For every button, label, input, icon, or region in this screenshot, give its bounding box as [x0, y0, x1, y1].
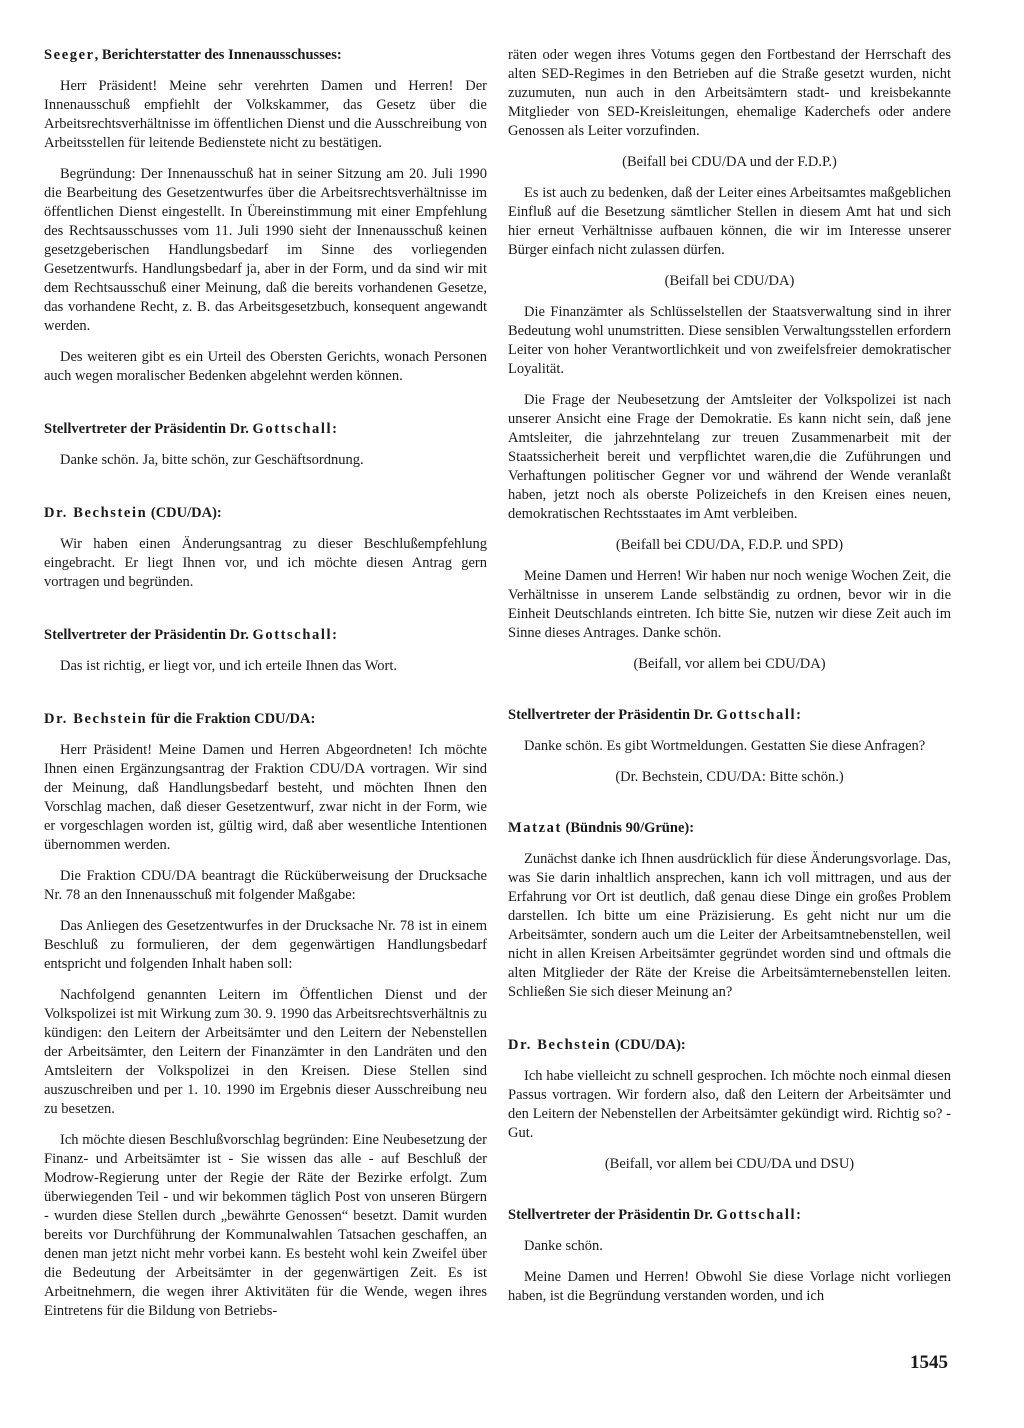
speaker-role: (Bündnis 90/Grüne):	[561, 820, 695, 836]
paragraph: Wir haben einen Änderungsantrag zu dieser Beschlußempfehlung eingebracht. Er liegt Ihnen vor, und ich möchte diesen Antrag gern vortragen und begründen.	[44, 536, 487, 590]
speaker-suffix: :	[796, 1207, 801, 1223]
applause-note: (Beifall bei CDU/DA)	[664, 273, 795, 289]
speaker-role: Stellvertreter der Präsidentin Dr.	[44, 627, 253, 643]
applause-note: (Beifall, vor allem bei CDU/DA)	[633, 656, 826, 672]
speaker-name: Gottschall	[716, 707, 797, 723]
speaker-role: (CDU/DA):	[611, 1037, 686, 1053]
speaker-role: für die Fraktion CDU/DA:	[147, 711, 316, 727]
paragraph: Meine Damen und Herren! Obwohl Sie diese Vorlage nicht vorliegen haben, ist die Begründung verstanden worden, und ich	[508, 1269, 951, 1304]
speaker-name: Seeger	[44, 47, 95, 63]
speaker-name: Dr. Bechstein	[44, 505, 148, 521]
speaker-heading	[508, 819, 951, 838]
speaker-name: Dr. Bechstein	[44, 711, 148, 727]
document-page	[44, 46, 954, 1376]
speaker-name: Gottschall	[716, 1207, 797, 1223]
speaker-heading	[508, 706, 951, 725]
speaker-name: Dr. Bechstein	[508, 1037, 612, 1053]
paragraph: Die Frage der Neubesetzung der Amtsleiter der Volkspolizei ist nach unserer Ansicht eine Frage der Demokratie. Es kann nicht sein, daß jene Amtsleiter, die jahrzehntelang zur treuen Zusammenarbeit mit der Staatssicherheit bereit und verpflichtet waren,die die Zuführungen und Verhaftungen politischer Gegner vor und während der Wende veranlaßt haben, jetzt noch als oberste Polizeichefs in den Kreisen eines neuen, demokratischen Rechtsstaates im Amt verbleiben.	[508, 392, 951, 522]
paragraph: Ich möchte diesen Beschlußvorschlag begründen: Eine Neubesetzung der Finanz- und Arbeitsämter ist - Sie wissen das alle - auf Beschluß der Modrow-Regierung unter der Regie der Räte der Bezirke erfolgt. Zum überwiegenden Teil - und wir bekommen täglich Post von unseren Bürgern - wurden diese Stellen durch „bewährte Genossen“ besetzt. Damit wurden bereits vor Durchführung der Kommunalwahlen Tatsachen geschaffen, an denen man jetzt nicht mehr vorbei kann. Es besteht wohl kein Zweifel über die Bedeutung der Arbeitsämter in der gegenwärtigen Zeit. Es ist Arbeitnehmern, die wegen ihrer Aktivitäten für die Wende, wegen ihres Eintretens für die Bildung von Betriebs-	[44, 1132, 487, 1319]
speaker-heading	[44, 626, 487, 645]
speaker-heading	[508, 1036, 951, 1055]
applause-note: (Beifall, vor allem bei CDU/DA und DSU)	[604, 1156, 855, 1172]
paragraph: Herr Präsident! Meine Damen und Herren Abgeordneten! Ich möchte Ihnen einen Ergänzungsantrag der Fraktion CDU/DA vortragen. Wir sind der Meinung, daß Handlungsbedarf besteht, und möchten Ihnen den Vorschlag machen, daß dieser Gesetzentwurf, zwar nicht in der Form, wie er vorgeschlagen worden ist, gültig wird, daß aber wesentliche Intentionen übernommen werden.	[44, 742, 487, 853]
speaker-name: Gottschall	[252, 627, 333, 643]
paragraph: Begründung: Der Innenausschuß hat in seiner Sitzung am 20. Juli 1990 die Bearbeitung des Gesetzentwurfes über die Arbeitsrechtsverhältnisse im öffentlichen Dienst eingestellt. In Übereinstimmung mit einer Empfehlung des Rechtsausschusses vom 11. Juli 1990 sieht der Innenausschuß keinen gesetzgeberischen Handlungsbedarf im Sinne des vorliegenden Gesetzentwurfs. Handlungsbedarf ja, aber in der Form, und da sind wir mit dem Rechtsausschuß einer Meinung, daß die bereits vorhandenen Gesetze, das vorhandene Recht, z. B. das Arbeitsgesetzbuch, konsequent angewandt werden.	[44, 166, 487, 334]
paragraph: Zunächst danke ich Ihnen ausdrücklich für diese Änderungsvorlage. Das, was Sie darin inhaltlich ansprechen, kann ich voll mittragen, und aus der Erfahrung vor Ort ist deutlich, daß genau diese Dinge ein großes Problem darstellen. Ich bitte um eine Präzisierung. Es geht nicht nur um die Arbeitsämter, sondern auch um die Leiter der Arbeitsamtnebenstellen, weil nicht in allen Kreisen Arbeitsämter gegründet worden sind und oftmals die alten Mitglieder der Räte der Kreise die Arbeitsämternebenstellen leiten. Schließen Sie sich dieser Meinung an?	[508, 851, 951, 1000]
applause-note: (Dr. Bechstein, CDU/DA: Bitte schön.)	[615, 769, 844, 785]
speaker-heading	[44, 420, 487, 439]
paragraph: Herr Präsident! Meine sehr verehrten Damen und Herren! Der Innenausschuß empfiehlt der Volkskammer, das Gesetz über die Arbeitsrechtsverhältnisse im öffentlichen Dienst und die Ausschreibung von Arbeitsstellen für leitende Bedienstete nicht zu bestätigen.	[44, 78, 487, 151]
paragraph: Meine Damen und Herren! Wir haben nur noch wenige Wochen Zeit, die Verhältnisse in unserem Lande selbständig zu ordnen, bevor wir in die Einheit Deutschlands eintreten. Ich bitte Sie, nutzen wir diese Zeit auch im Sinne dieses Antrages. Danke schön.	[508, 568, 951, 641]
paragraph: Das ist richtig, er liegt vor, und ich erteile Ihnen das Wort.	[60, 658, 398, 674]
speaker-role: Stellvertreter der Präsidentin Dr.	[508, 1207, 717, 1223]
paragraph: Danke schön.	[524, 1238, 603, 1254]
speaker-heading	[44, 46, 487, 65]
applause-note: (Beifall bei CDU/DA, F.D.P. und SPD)	[615, 537, 844, 553]
paragraph: Danke schön. Ja, bitte schön, zur Geschäftsordnung.	[60, 452, 364, 468]
left-column	[44, 46, 487, 1321]
speaker-role: (CDU/DA):	[147, 505, 222, 521]
speaker-heading	[508, 1206, 951, 1225]
speaker-name: Gottschall	[252, 421, 333, 437]
paragraph: Die Fraktion CDU/DA beantragt die Rücküberweisung der Drucksache Nr. 78 an den Innenausschuß mit folgender Maßgabe:	[44, 868, 487, 903]
paragraph: Danke schön. Es gibt Wortmeldungen. Gestatten Sie diese Anfragen?	[524, 738, 926, 754]
page-number: 1545	[910, 1352, 948, 1373]
applause-note: (Beifall bei CDU/DA und der F.D.P.)	[622, 154, 837, 170]
paragraph: Nachfolgend genannten Leitern im Öffentlichen Dienst und der Volkspolizei ist mit Wirkung zum 30. 9. 1990 das Arbeitsrechtsverhältnis zu kündigen: den Leitern der Arbeitsämter und den Leitern der Nebenstellen der Arbeitsämter, den Leitern der Finanzämter in den Landräten und den Amtsleitern der Volkspolizei in den Kreisen. Diese Stellen sind auszuschreiben und per 1. 10. 1990 im Ergebnis dieser Ausschreibung neu zu besetzen.	[44, 987, 487, 1117]
paragraph: Ich habe vielleicht zu schnell gesprochen. Ich möchte noch einmal diesen Passus vortragen. Wir fordern also, daß den Leitern der Arbeitsämter und den Leitern der Nebenstellen der Arbeitsämter gekündigt wird. Richtig so? - Gut.	[508, 1068, 951, 1141]
speaker-suffix: :	[332, 421, 337, 437]
speaker-role: , Berichterstatter des Innenausschusses:	[94, 47, 342, 63]
speaker-name: Matzat	[508, 820, 562, 836]
speaker-suffix: :	[796, 707, 801, 723]
right-column	[508, 46, 951, 1306]
paragraph: Das Anliegen des Gesetzentwurfes in der Drucksache Nr. 78 ist in einem Beschluß zu formulieren, der dem gegenwärtigen Handlungsbedarf entspricht und folgenden Inhalt haben soll:	[44, 918, 487, 972]
paragraph: räten oder wegen ihres Votums gegen den Fortbestand der Herrschaft des alten SED-Regimes in den Betrieben auf die Straße gesetzt wurden, nicht zuzumuten, nun auch in den Arbeitsämtern stadt- und kreisbekannte Mitglieder von SED-Kreisleitungen, ehemalige Kaderchefs oder andere Genossen als Leiter vorzufinden.	[508, 47, 951, 139]
speaker-heading	[44, 710, 487, 729]
speaker-role: Stellvertreter der Präsidentin Dr.	[44, 421, 253, 437]
paragraph: Des weiteren gibt es ein Urteil des Obersten Gerichts, wonach Personen auch wegen moralischer Bedenken abgelehnt werden können.	[44, 349, 487, 384]
paragraph: Es ist auch zu bedenken, daß der Leiter eines Arbeitsamtes maßgeblichen Einfluß auf die Besetzung sämtlicher Stellen in diesem Amt hat und sich hier erneut Verhältnisse aufbauen können, die wir im Interesse unserer Bürger einfach nicht zulassen dürfen.	[508, 185, 951, 258]
speaker-heading	[44, 504, 487, 523]
paragraph: Die Finanzämter als Schlüsselstellen der Staatsverwaltung sind in ihrer Bedeutung wohl unumstritten. Diese sensiblen Verwaltungsstellen erfordern Leiter von hoher Verantwortlichkeit und von zweifelsfreier demokratischer Loyalität.	[508, 304, 951, 377]
speaker-role: Stellvertreter der Präsidentin Dr.	[508, 707, 717, 723]
speaker-suffix: :	[332, 627, 337, 643]
